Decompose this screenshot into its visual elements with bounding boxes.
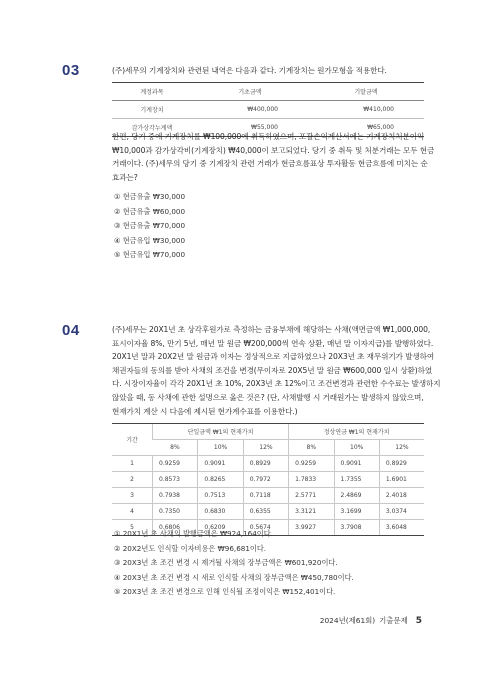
table-cell: 1.6901 xyxy=(379,472,424,488)
table-cell: ₩410,000 xyxy=(308,101,424,119)
table-cell: ₩65,000 xyxy=(308,119,424,137)
table-cell: 0.6806 xyxy=(153,520,198,536)
question-number: 04 xyxy=(62,322,80,339)
table-cell: 3.0374 xyxy=(379,504,424,520)
table-cell: 0.8929 xyxy=(379,456,424,472)
table-cell: 1.7833 xyxy=(289,472,334,488)
group-header-annuity: 정상연금 ₩1의 현재가치 xyxy=(289,424,424,440)
choice-item[interactable]: ① 현금유출 ₩30,000 xyxy=(114,192,186,201)
question-number: 03 xyxy=(62,62,80,79)
table-cell: 0.9091 xyxy=(198,456,243,472)
table-row xyxy=(112,504,424,520)
table-cell: 2.4018 xyxy=(379,488,424,504)
rate-header: 12% xyxy=(243,440,288,456)
table-cell: 3.9927 xyxy=(289,520,334,536)
period-cell: 1 xyxy=(112,456,153,472)
question-03 xyxy=(62,62,426,79)
period-cell: 2 xyxy=(112,472,153,488)
choice-item[interactable]: ⑤ 현금유입 ₩70,000 xyxy=(114,250,186,260)
stem-line: 현재가치 계산 시 다음에 제시된 현가계수표를 이용한다.) xyxy=(112,406,298,416)
table-row xyxy=(112,488,424,504)
stem-line: 채권자들의 동의를 받아 사채의 조건을 변경(무이자로 20X5년 말 원금 ₩600,000 일시 상환)하였 xyxy=(112,365,433,375)
rate-header: 10% xyxy=(334,440,379,456)
body-line: 효과는? xyxy=(112,172,138,182)
table-cell: 0.7513 xyxy=(198,488,243,504)
table-cell: 감가상각누계액 xyxy=(112,119,192,137)
stem-line: 다. 시장이자율이 각각 20X1년 초 10%, 20X3년 초 12%이고 조건변경과 관련한 수수료는 발생하지 xyxy=(112,379,441,389)
period-cell: 3 xyxy=(112,488,153,504)
table-cell: 0.7118 xyxy=(243,488,288,504)
rate-header: 8% xyxy=(289,440,334,456)
table-header: 기말금액 xyxy=(308,83,424,101)
table-cell: 2.4869 xyxy=(334,488,379,504)
exam-label: 2024년(제61회) xyxy=(319,616,376,625)
table-cell: 0.6355 xyxy=(243,504,288,520)
table-cell: 기계장치 xyxy=(112,101,192,119)
rate-header: 12% xyxy=(379,440,424,456)
choice-item[interactable]: ② 현금유출 ₩60,000 xyxy=(114,206,186,216)
period-cell: 5 xyxy=(112,520,153,536)
body-line: 거래이다. (주)세무의 당기 중 기계장치 관련 거래가 현금흐름표상 투자활동 현금흐름에 미치는 순 xyxy=(112,159,428,169)
table-row xyxy=(112,472,424,488)
choice-item[interactable]: ④ 20X3년 초 조건 변경 시 새로 인식할 사채의 장부금액은 ₩450,780이다. xyxy=(114,572,354,582)
choice-list xyxy=(114,527,354,600)
stem-line: 20X1년 말과 20X2년 말 원금과 이자는 정상적으로 지급하였으나 20X3년 초 재무위기가 발생하여 xyxy=(112,352,435,362)
table-row xyxy=(112,456,424,472)
table-cell: 2.5771 xyxy=(289,488,334,504)
stem-line: (주)세무는 20X1년 초 상각후원가로 측정하는 금융부채에 해당하는 사채(액면금액 ₩1,000,000, xyxy=(112,325,431,334)
table-header: 기초금액 xyxy=(192,83,308,101)
table-cell: 0.8573 xyxy=(153,472,198,488)
table-cell: 0.8929 xyxy=(243,456,288,472)
table-cell: 0.7938 xyxy=(153,488,198,504)
period-cell: 4 xyxy=(112,504,153,520)
section-label: 기출문제 xyxy=(379,616,408,625)
period-header: 기간 xyxy=(112,424,153,456)
table-cell: 3.3121 xyxy=(289,504,334,520)
table-cell: ₩55,000 xyxy=(192,119,308,137)
choice-item[interactable]: ④ 현금유입 ₩30,000 xyxy=(114,235,186,245)
table-row xyxy=(112,101,424,119)
body-line: ₩10,000과 감가상각비(기계장치) ₩40,000이 보고되었다. 당기 중 취득 및 처분거래는 모두 현금 xyxy=(112,145,435,155)
table-cell: 0.7350 xyxy=(153,504,198,520)
rate-header: 10% xyxy=(198,440,243,456)
rate-header: 8% xyxy=(153,440,198,456)
table-cell: 0.6209 xyxy=(198,520,243,536)
table-cell: 3.1699 xyxy=(334,504,379,520)
table-cell: 0.7972 xyxy=(243,472,288,488)
table-cell: ₩400,000 xyxy=(192,101,308,119)
table-cell: 0.9259 xyxy=(289,456,334,472)
present-value-table xyxy=(112,423,424,536)
choice-item[interactable]: ⑤ 20X3년 초 조건 변경으로 인해 인식될 조정이익은 ₩152,401이다. xyxy=(114,587,336,597)
body-line: 한편, 당기 중에 기계장치를 ₩100,000에 취득하였으며, 포괄손익계산서에는 기계장치처분이익 xyxy=(112,132,425,141)
choice-item[interactable]: ③ 현금유출 ₩70,000 xyxy=(114,221,186,231)
stem-line: 표시이자율 8%, 만기 5년, 매년 말 원금 ₩200,000씩 연속 상환, 매년 말 이자지급)를 발행하였다. xyxy=(112,338,434,348)
choice-list xyxy=(114,190,185,263)
choice-item[interactable]: ② 20X2년도 인식할 이자비용은 ₩96,681이다. xyxy=(114,543,267,553)
stem-line: 않았을 때, 동 사채에 관한 설명으로 옳은 것은? (단, 사채발행 시 거래원가는 발생하지 않았으며, xyxy=(112,392,424,402)
table-cell: 0.6830 xyxy=(198,504,243,520)
table-header: 계정과목 xyxy=(112,83,192,101)
table-cell: 0.8265 xyxy=(198,472,243,488)
question-stem xyxy=(112,323,448,418)
table-cell: 3.6048 xyxy=(379,520,424,536)
question-stem: (주)세무의 기계장치와 관련된 내역은 다음과 같다. 기계장치는 원가모형을 적용한다. xyxy=(112,66,387,75)
choice-item[interactable]: ① 20X1년 초 사채의 발행금액은 ₩924,164이다. xyxy=(114,529,273,538)
page-number: 5 xyxy=(415,616,422,626)
machinery-table xyxy=(112,82,424,137)
table-cell: 1.7355 xyxy=(334,472,379,488)
question-body xyxy=(112,130,444,184)
page-footer xyxy=(320,615,422,626)
table-cell: 3.7908 xyxy=(334,520,379,536)
group-header-single: 단일금액 ₩1의 현재가치 xyxy=(153,424,289,440)
table-cell: 0.9091 xyxy=(334,456,379,472)
table-cell: 0.5674 xyxy=(243,520,288,536)
table-cell: 0.9259 xyxy=(153,456,198,472)
choice-item[interactable]: ③ 20X3년 초 조건 변경 시 제거될 사채의 장부금액은 ₩601,920이다. xyxy=(114,558,338,568)
